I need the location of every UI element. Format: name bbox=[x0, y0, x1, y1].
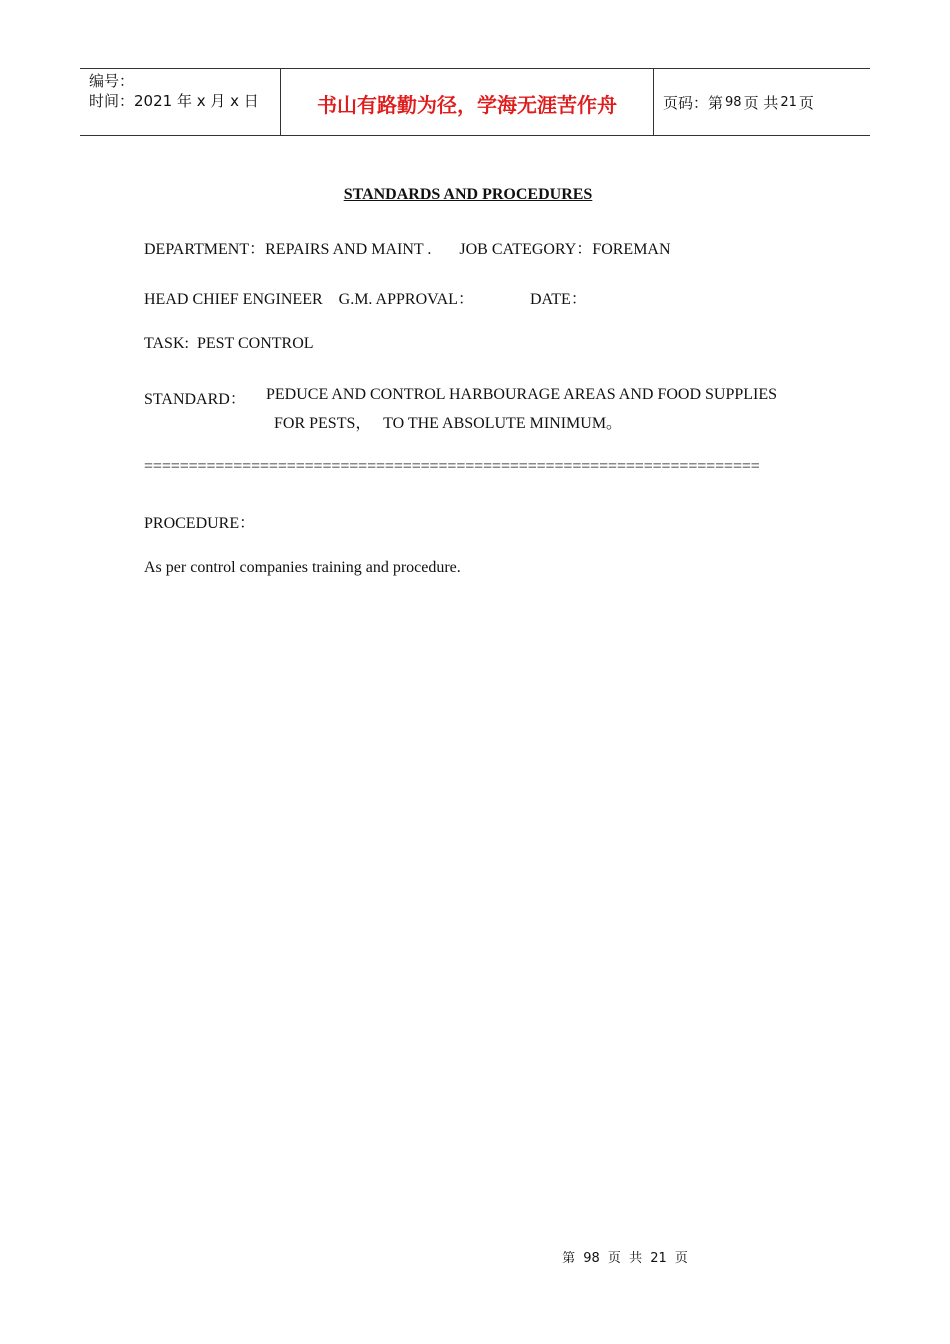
page-prefix: 页码：第 bbox=[663, 93, 724, 112]
department-line: DEPARTMENT：REPAIRS AND MAINT . JOB CATEGORY：FOREMAN bbox=[144, 241, 671, 258]
page-header bbox=[80, 68, 870, 136]
page-total: 21 bbox=[780, 94, 797, 110]
standard-label: STANDARD： bbox=[144, 391, 246, 408]
header-meta bbox=[80, 69, 281, 135]
page-mid: 页 共 bbox=[743, 93, 779, 112]
procedure-label: PROCEDURE： bbox=[144, 515, 256, 532]
page-footer: 第 98 页 共 21 页 bbox=[562, 1251, 688, 1266]
task-line: TASK: PEST CONTROL bbox=[144, 335, 314, 352]
time-label: 时间：2021 年 x 月 x 日 bbox=[89, 92, 259, 110]
standard-text-line-1: PEDUCE AND CONTROL HARBOURAGE AREAS AND FOOD SUPPLIES bbox=[266, 386, 778, 403]
page-current: 98 bbox=[725, 94, 742, 110]
header-motto: 书山有路勤为径，学海无涯苦作舟 bbox=[281, 69, 654, 135]
separator-line: ===================================================================== bbox=[144, 458, 760, 475]
procedure-text: As per control companies training and procedure. bbox=[144, 559, 461, 576]
number-label: 编号： bbox=[89, 72, 135, 90]
page-suffix: 页 bbox=[798, 93, 814, 112]
document-title: STANDARDS AND PROCEDURES bbox=[343, 186, 593, 203]
standard-text-line-2: FOR PESTS， TO THE ABSOLUTE MINIMUM。 bbox=[274, 415, 623, 432]
approval-line: HEAD CHIEF ENGINEER G.M. APPROVAL： DATE： bbox=[144, 291, 587, 308]
header-page-info bbox=[654, 69, 870, 135]
